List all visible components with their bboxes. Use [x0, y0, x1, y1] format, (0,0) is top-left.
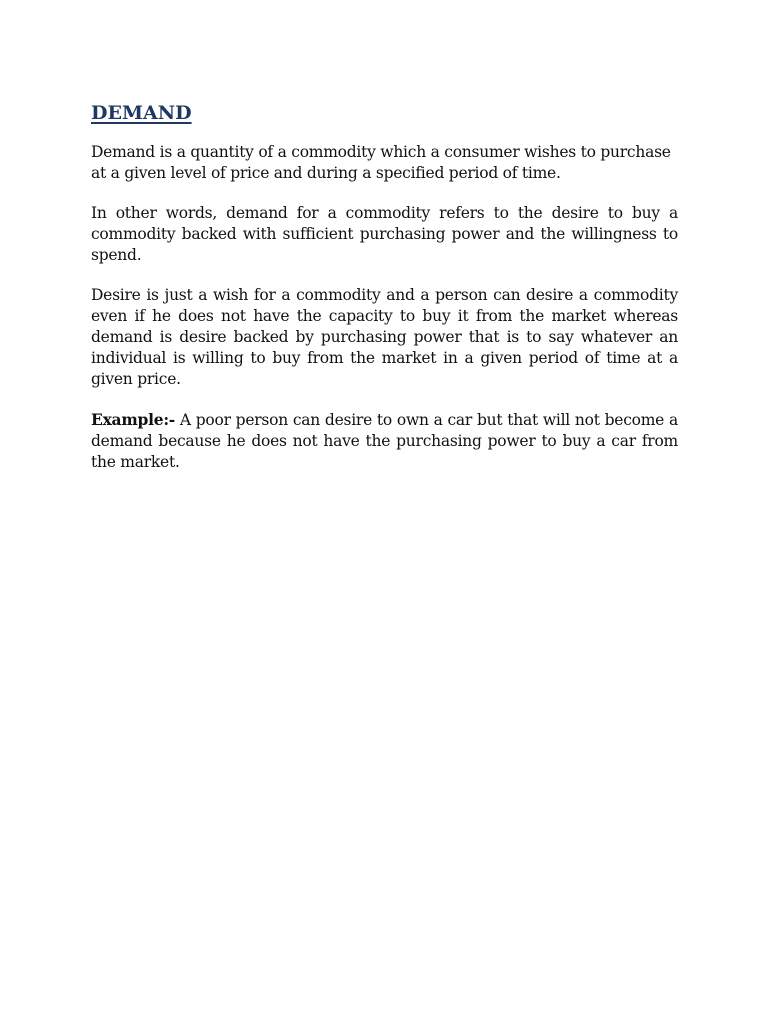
paragraph-other-words: In other words, demand for a commodity refers to the desire to buy a commodity backed with sufficient purchasing power and the willingness to spend.	[91, 204, 678, 264]
page-title: DEMAND	[91, 102, 192, 124]
paragraph-definition: Demand is a quantity of a commodity which a consumer wishes to purchase at a given level of price and during a specified period of time.	[91, 143, 671, 182]
document-page	[91, 100, 678, 492]
paragraph-example	[91, 409, 678, 473]
example-label: Example:-	[91, 410, 175, 429]
example-text: A poor person can desire to own a car but that will not become a demand because he does not have the purchasing power to buy a car from the market.	[91, 411, 678, 471]
paragraph-desire: Desire is just a wish for a commodity and a person can desire a commodity even if he does not have the capacity to buy it from the market whereas demand is desire backed by purchasing power that is to say whatever an individual is willing to buy from the market in a given period of time at a given price.	[91, 286, 678, 388]
